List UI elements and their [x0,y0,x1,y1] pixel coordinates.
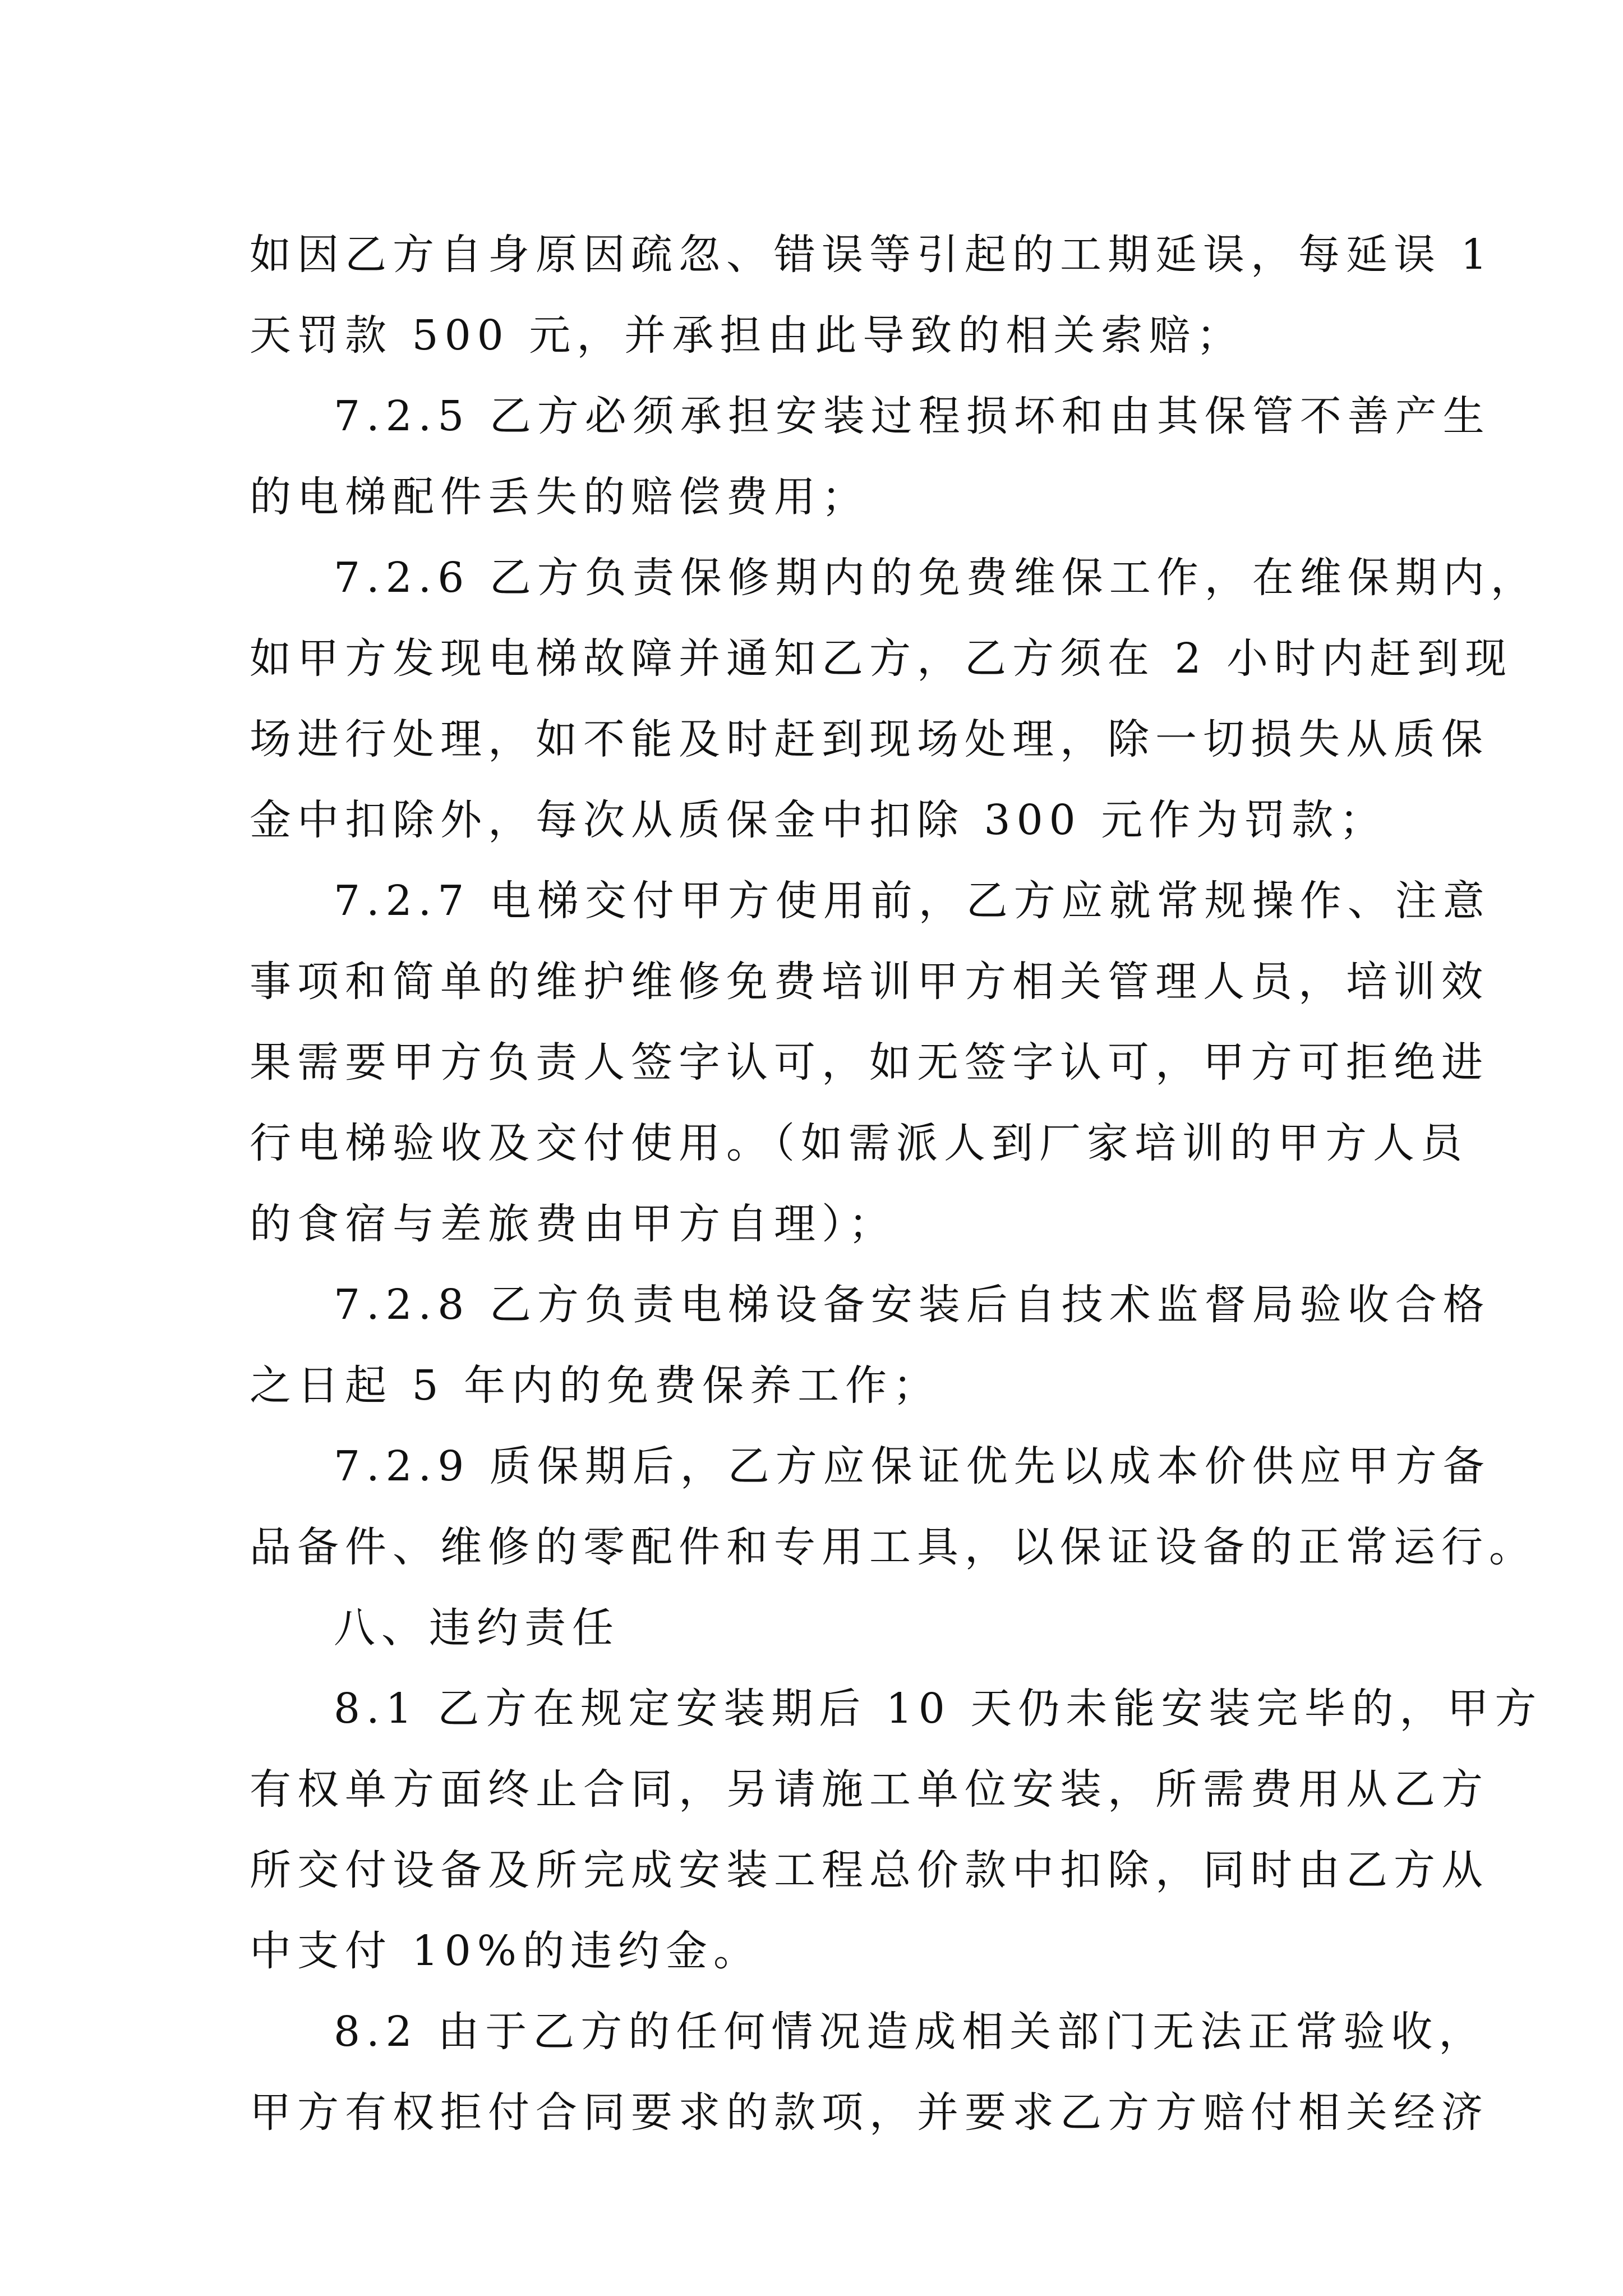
text-line: 中支付 10%的违约金。 [250,1927,761,1975]
text-line: 果需要甲方负责人签字认可，如无签字认可，甲方可拒绝进 [250,1038,1489,1087]
text-line: 场进行处理，如不能及时赶到现场处理，除一切损失从质保 [250,715,1489,763]
text-line: 的电梯配件丢失的赔偿费用； [250,473,869,521]
text-line: 之日起 5 年内的免费保养工作； [250,1361,941,1410]
clause-8-1-line: 8.1 乙方在规定安装期后 10 天仍未能安装完毕的，甲方 [334,1685,1543,1733]
clause-8-2-line: 8.2 由于乙方的任何情况造成相关部门无法正常验收， [334,2008,1487,2056]
text-line: 所交付设备及所完成安装工程总价款中扣除，同时由乙方从 [250,1846,1489,1894]
clause-7-2-9-line: 7.2.9 质保期后，乙方应保证优先以成本价供应甲方备 [334,1442,1491,1490]
text-line: 如甲方发现电梯故障并通知乙方，乙方须在 2 小时内赶到现 [250,634,1513,683]
text-line: 品备件、维修的零配件和专用工具，以保证设备的正常运行。 [250,1523,1537,1571]
text-line: 金中扣除外，每次从质保金中扣除 300 元作为罚款； [250,796,1387,844]
text-line: 行电梯验收及交付使用。（如需派人到厂家培训的甲方人员 [250,1119,1468,1167]
clause-7-2-5-line: 7.2.5 乙方必须承担安装过程损坏和由其保管不善产生 [334,392,1491,440]
text-line: 的食宿与差旅费由甲方自理）； [250,1200,896,1248]
section-heading-breach-liability: 八、违约责任 [334,1604,620,1652]
text-line: 事项和简单的维护维修免费培训甲方相关管理人员，培训效 [250,958,1489,1006]
contract-text-body [250,214,1543,2153]
clause-7-2-6-line: 7.2.6 乙方负责保修期内的免费维保工作，在维保期内， [334,554,1538,602]
clause-7-2-8-line: 7.2.8 乙方负责电梯设备安装后自技术监督局验收合格 [334,1281,1491,1329]
clause-7-2-7-line: 7.2.7 电梯交付甲方使用前，乙方应就常规操作、注意 [334,877,1491,925]
text-line: 有权单方面终止合同，另请施工单位安装，所需费用从乙方 [250,1765,1489,1814]
text-line: 如因乙方自身原因疏忽、错误等引起的工期延误，每延误 1 [250,231,1493,279]
text-line: 甲方有权拒付合同要求的款项，并要求乙方方赔付相关经济 [250,2088,1489,2137]
text-line: 天罚款 500 元，并承担由此导致的相关索赔； [250,311,1244,360]
